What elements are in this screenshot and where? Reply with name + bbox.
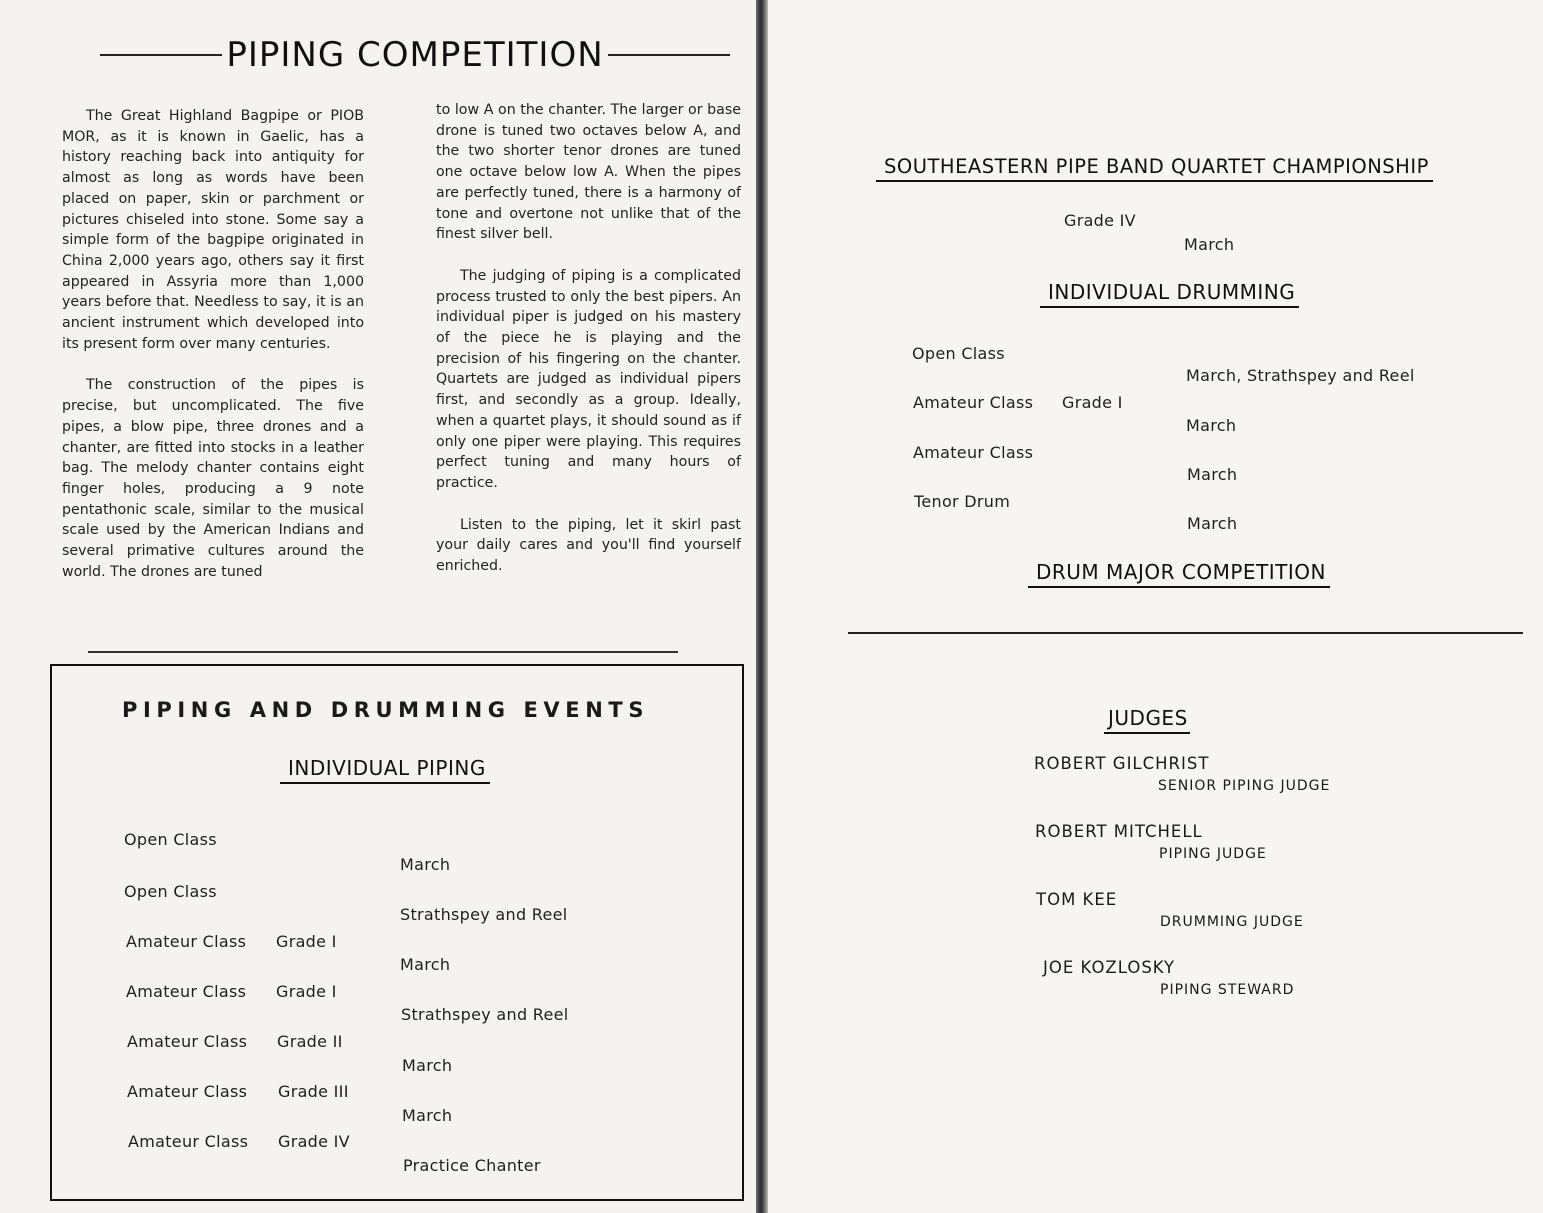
piping-row-5-event: March xyxy=(402,1056,453,1075)
drumming-row-2-class: Amateur Class xyxy=(913,393,1034,412)
piping-row-7-event: Practice Chanter xyxy=(403,1156,541,1175)
article-column-2 xyxy=(436,100,741,577)
events-top-rule xyxy=(88,651,678,653)
page-title xyxy=(100,30,730,80)
piping-row-7-grade: Grade IV xyxy=(278,1132,350,1151)
quartet-event: March xyxy=(1184,235,1235,254)
piping-row-3-event: March xyxy=(400,955,451,974)
judge-2-name: ROBERT MITCHELL xyxy=(1035,822,1203,841)
judge-1-name: ROBERT GILCHRIST xyxy=(1034,754,1210,773)
drumming-row-2-grade: Grade I xyxy=(1062,393,1123,412)
judge-1-role: SENIOR PIPING JUDGE xyxy=(1158,778,1331,794)
drum-major-heading: DRUM MAJOR COMPETITION xyxy=(1028,560,1330,588)
judge-4-role: PIPING STEWARD xyxy=(1160,982,1295,998)
article-column-1 xyxy=(62,106,364,582)
piping-row-2-class: Open Class xyxy=(124,882,217,901)
judges-heading: JUDGES xyxy=(1104,706,1190,734)
events-title: PIPING AND DRUMMING EVENTS xyxy=(122,698,650,722)
drumming-row-1-event: March, Strathspey and Reel xyxy=(1186,366,1415,385)
paragraph-judging: The judging of piping is a complicated process trusted to only the best pipers. An individual piper is judged on his mastery of the piece he is playing and the precision of his fingering on the chanter. Quartets are judged as individual pipers first, and secondly as a group. Ideally, when a quartet plays, it should sound as if only one piper were playing. This requires perfect tuning and many hours of practice. xyxy=(436,267,741,491)
individual-drumming-heading: INDIVIDUAL DRUMMING xyxy=(1040,280,1299,308)
piping-row-2-event: Strathspey and Reel xyxy=(400,905,568,924)
drumming-row-3-event: March xyxy=(1187,465,1238,484)
quartet-heading: SOUTHEASTERN PIPE BAND QUARTET CHAMPIONSHIP xyxy=(876,155,1433,182)
piping-row-6-class: Amateur Class xyxy=(127,1082,248,1101)
right-page-rule xyxy=(848,632,1523,634)
piping-row-3-class: Amateur Class xyxy=(126,932,247,951)
judge-2-role: PIPING JUDGE xyxy=(1159,846,1267,862)
quartet-grade: Grade IV xyxy=(1064,211,1136,230)
judge-3-name: TOM KEE xyxy=(1036,890,1118,909)
drumming-row-4-class: Tenor Drum xyxy=(914,492,1011,511)
paragraph-listen: Listen to the piping, let it skirl past your daily cares and you'll find yourself enriched. xyxy=(436,516,741,575)
judge-3-role: DRUMMING JUDGE xyxy=(1160,914,1304,930)
paragraph-construction: The construction of the pipes is precise, but uncomplicated. The five pipes, a blow pipe, three drones and a chanter, are fitted into stocks in a leather bag. The melody chanter contains eight finger holes, producing a 9 note pentathonic scale, similar to the musical scale used by the American Indians and several primative cultures around the world. The drones are tuned xyxy=(62,377,364,580)
piping-row-4-grade: Grade I xyxy=(276,982,337,1001)
paragraph-tuning: to low A on the chanter. The larger or base drone is tuned two octaves below A, and the two shorter tenor drones are tuned one octave below low A. When the pipes are perfectly tuned, there is a harmony of tone and overtone not unlike that of the finest silver bell. xyxy=(436,102,741,243)
piping-row-7-class: Amateur Class xyxy=(128,1132,249,1151)
piping-row-1-event: March xyxy=(400,855,451,874)
piping-row-4-event: Strathspey and Reel xyxy=(401,1005,569,1024)
book-gutter xyxy=(756,0,768,1213)
piping-row-4-class: Amateur Class xyxy=(126,982,247,1001)
paragraph-history: The Great Highland Bagpipe or PIOB MOR, as it is known in Gaelic, has a history reaching back into antiquity for almost as long as words have been placed on paper, skin or parchment or pictures chiseled into stone. Some say a simple form of the bagpipe originated in China 2,000 years ago, others say it first appeared in Assyria more than 1,000 years before that. Needless to say, it is an ancient instrument which developed into its present form over many centuries. xyxy=(62,108,364,352)
piping-row-1-class: Open Class xyxy=(124,830,217,849)
piping-row-6-event: March xyxy=(402,1106,453,1125)
piping-row-5-class: Amateur Class xyxy=(127,1032,248,1051)
title-text: PIPING COMPETITION xyxy=(226,35,604,75)
piping-row-5-grade: Grade II xyxy=(277,1032,343,1051)
judge-4-name: JOE KOZLOSKY xyxy=(1043,958,1176,977)
drumming-row-2-event: March xyxy=(1186,416,1237,435)
drumming-row-3-class: Amateur Class xyxy=(913,443,1034,462)
drumming-row-1-class: Open Class xyxy=(912,344,1005,363)
individual-piping-heading: INDIVIDUAL PIPING xyxy=(280,756,490,784)
title-rule-right xyxy=(608,54,730,56)
title-rule-left xyxy=(100,54,222,56)
drumming-row-4-event: March xyxy=(1187,514,1238,533)
piping-row-6-grade: Grade III xyxy=(278,1082,349,1101)
piping-row-3-grade: Grade I xyxy=(276,932,337,951)
